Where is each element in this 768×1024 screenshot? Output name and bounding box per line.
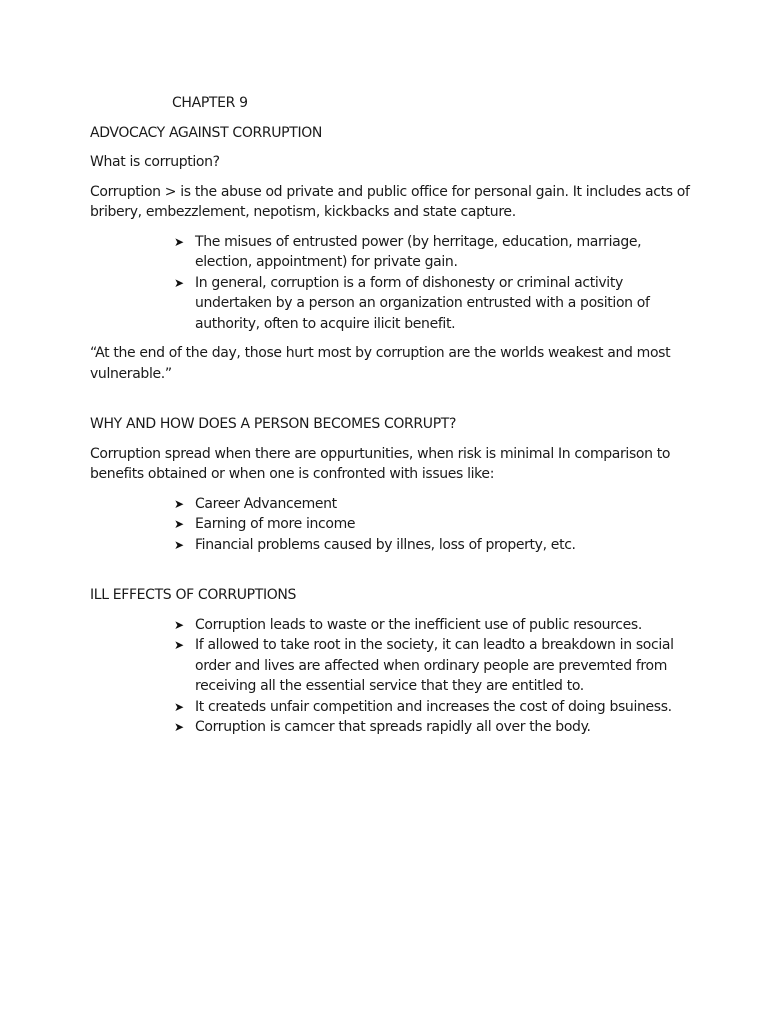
list-item (174, 514, 690, 535)
why-bullet-list (90, 494, 690, 556)
arrowhead-bullet-icon: ➤ (174, 699, 184, 714)
list-item (174, 697, 690, 718)
document-title: ADVOCACY AGAINST CORRUPTION (90, 124, 323, 141)
arrowhead-bullet-icon: ➤ (174, 720, 184, 734)
arrowhead-bullet-icon: ➤ (174, 617, 184, 632)
list-item (174, 273, 690, 335)
section-heading-effects: ILL EFFECTS OF CORRUPTIONS (90, 587, 297, 603)
list-item-text: Earning of more income (195, 516, 356, 532)
list-item-text: It createds unfair competition and increases the cost of doing bsuiness. (195, 698, 672, 715)
section-paragraph-why: Corruption spread when there are oppurtunities, when risk is minimal In comparison to benefits obtained or when one is confronted with issues like: (90, 445, 671, 482)
definition-bullet-list (90, 232, 690, 335)
list-item (174, 535, 690, 556)
list-item-text: The misues of entrusted power (by herritage, education, marriage, election, appointment) for private gain. (195, 233, 642, 270)
list-item-text: In general, corruption is a form of dishonesty or criminal activity undertaken by a person an organization entrusted with a position of authority, often to acquire ilicit benefit. (195, 274, 650, 332)
document-page (90, 93, 690, 747)
list-item-text: Corruption leads to waste or the inefficient use of public resources. (195, 616, 642, 633)
list-item (174, 232, 690, 273)
arrowhead-bullet-icon: ➤ (174, 638, 184, 652)
list-item (174, 615, 690, 636)
list-item-text: Financial problems caused by illnes, loss of property, etc. (195, 536, 576, 553)
arrowhead-bullet-icon: ➤ (174, 517, 184, 531)
list-item-text: Career Advancement (195, 495, 337, 512)
list-item-text: Corruption is camcer that spreads rapidly all over the body. (195, 719, 591, 735)
arrowhead-bullet-icon: ➤ (174, 234, 184, 249)
list-item (174, 635, 690, 697)
arrowhead-bullet-icon: ➤ (174, 275, 184, 290)
section-heading-why: WHY AND HOW DOES A PERSON BECOMES CORRUPT? (90, 416, 457, 432)
question-text: What is corruption? (90, 154, 220, 170)
effects-bullet-list (90, 615, 690, 738)
definition-paragraph: Corruption > is the abuse od private and public office for personal gain. It includes acts of bribery, embezzlement, nepotism, kickbacks and state capture. (90, 183, 690, 220)
quote-paragraph: “At the end of the day, those hurt most by corruption are the worlds weakest and most vulnerable.” (90, 345, 671, 382)
arrowhead-bullet-icon: ➤ (174, 537, 184, 552)
list-item (174, 717, 690, 738)
list-item (174, 494, 690, 515)
list-item-text: If allowed to take root in the society, it can leadto a breakdown in social order and lives are affected when ordinary people are prevemted from receiving all the essential service that they are entitled to. (195, 637, 674, 694)
arrowhead-bullet-icon: ➤ (174, 496, 184, 511)
chapter-label: CHAPTER 9 (172, 95, 248, 111)
